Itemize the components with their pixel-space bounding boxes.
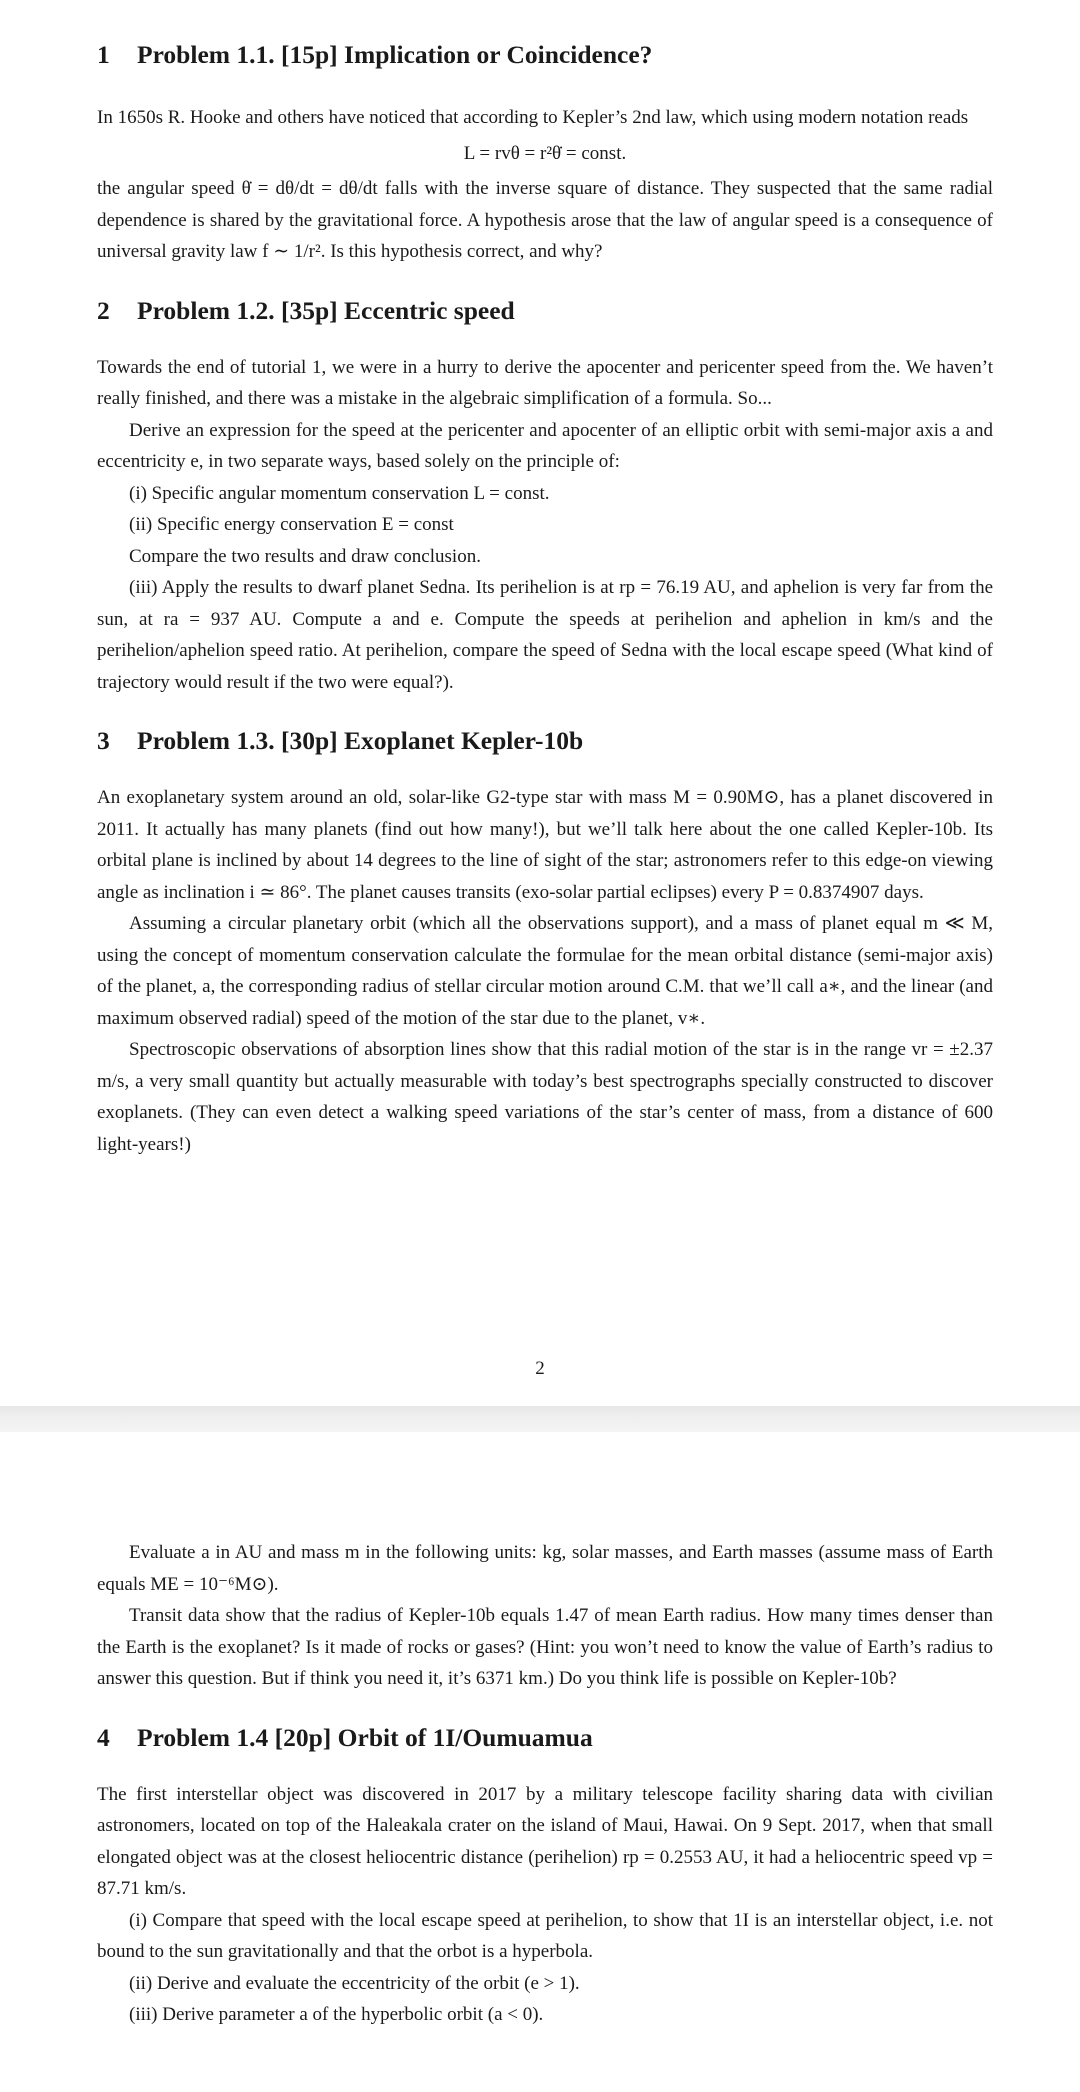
problem-1-3-heading: 3 Problem 1.3. [30p] Exoplanet Kepler-10b	[97, 726, 584, 755]
kepler-2nd-law-equation: L = rvθ = r²θ̇ = const.	[463, 142, 627, 164]
problem-1-4-heading: 4 Problem 1.4 [20p] Orbit of 1I/Oumuamua	[97, 1722, 593, 1752]
problem-1-4-item-i: (i) Compare that speed with the local escape speed at perihelion, to show that 1I is an interstellar object, i.e. not bound to the sun gravitationally and that the orbot is a hyperbola.	[97, 1909, 993, 1962]
page-3-content	[97, 1537, 993, 2031]
problem-1-2-intro: Towards the end of tutorial 1, we were in a hurry to derive the apocenter and pericenter speed from the. We haven’t really finished, and there was a mistake in the algebraic simplification of a formula. So...	[97, 356, 993, 409]
page-number: 2	[535, 1358, 545, 1379]
problem-1-2-item-ii: (ii) Specific energy conservation E = const	[129, 514, 454, 535]
problem-1-3-transit: Transit data show that the radius of Kepler-10b equals 1.47 of mean Earth radius. How many times denser than the Earth is the exoplanet? Is it made of rocks or gases? (Hint: you won’t need to know the value of Earth’s radius to answer this question. But if think you need it, it’s 6371 km.) Do you think life is possible on Kepler-10b?	[97, 1605, 993, 1689]
problem-1-2-heading: 2 Problem 1.2. [35p] Eccentric speed	[97, 295, 515, 325]
problem-1-2-compare: Compare the two results and draw conclusion.	[129, 545, 481, 567]
problem-1-1-heading: 1 Problem 1.1. [15p] Implication or Coincidence?	[97, 40, 653, 69]
problem-1-3-spectroscopy: Spectroscopic observations of absorption lines show that this radial motion of the star is in the range vr = ±2.37 m/s, a very small quantity but actually measurable with today’s best spectrographs specially constructed to discover exoplanets. (They can even detect a walking speed variations of the star’s center of mass, from a distance of 600 light-years!)	[97, 1039, 993, 1155]
problem-1-4-intro: The first interstellar object was discovered in 2017 by a military telescope facility sharing data with civilian astronomers, located on top of the Haleakala crater on the island of Maui, Hawai. On 9 Sept. 2017, when that small elongated object was at the closest heliocentric distance (perihelion) rp = 0.2553 AU, it had a heliocentric speed vp = 87.71 km/s.	[97, 1783, 993, 1899]
problem-1-3-intro: An exoplanetary system around an old, solar-like G2-type star with mass M = 0.90M⊙, has a planet discovered in 2011. It actually has many planets (find out how many!), but we’ll talk here about the one called Kepler-10b. Its orbital plane is inclined by about 14 degrees to the line of sight of the star; astronomers refer to this edge-on viewing angle as inclination i ≃ 86°. The planet causes transits (exo-solar partial eclipses) every P = 0.8374907 days.	[97, 787, 993, 903]
page-2-content	[97, 38, 993, 1160]
problem-1-3-assumption: Assuming a circular planetary orbit (which all the observations support), and a mass of planet equal m ≪ M, using the concept of momentum conservation calculate the formulae for the mean orbital distance (semi-major axis) of the planet, a, the corresponding radius of stellar circular motion around C.M. that we’ll call a∗, and the linear (and maximum observed radial) speed of the motion of the star due to the planet, v∗.	[97, 913, 993, 1029]
problem-1-1-intro: In 1650s R. Hooke and others have noticed that according to Kepler’s 2nd law, which using modern notation reads	[97, 107, 969, 128]
problem-1-2-item-iii: (iii) Apply the results to dwarf planet Sedna. Its perihelion is at rp = 76.19 AU, and aphelion is very far from the sun, at ra = 937 AU. Compute a and e. Compute the speeds at perihelion and aphelion in km/s and the perihelion/aphelion speed ratio. At perihelion, compare the speed of Sedna with the local escape speed (What kind of trajectory would result if the two were equal?).	[97, 577, 993, 693]
problem-1-1-question: the angular speed θ̇ = dθ/dt = dθ/dt falls with the inverse square of distance. They suspected that the same radial dependence is shared by the gravitational force. A hypothesis arose that the law of angular speed is a consequence of universal gravity law f ∼ 1/r². Is this hypothesis correct, and why?	[97, 178, 993, 262]
problem-1-4-item-iii: (iii) Derive parameter a of the hyperbolic orbit (a < 0).	[129, 2004, 544, 2025]
problem-1-2-task: Derive an expression for the speed at the pericenter and apocenter of an elliptic orbit with semi-major axis a and eccentricity e, in two separate ways, based solely on the principle of:	[97, 419, 993, 472]
problem-1-3-evaluate: Evaluate a in AU and mass m in the following units: kg, solar masses, and Earth masses (assume mass of Earth equals ME = 10⁻⁶M⊙).	[97, 1542, 993, 1595]
problem-1-4-item-ii: (ii) Derive and evaluate the eccentricity of the orbit (e > 1).	[129, 1972, 580, 1994]
page-3-sheet	[0, 1432, 1080, 2092]
page-separator	[0, 1406, 1080, 1432]
problem-1-2-item-i: (i) Specific angular momentum conservation L = const.	[129, 482, 550, 504]
